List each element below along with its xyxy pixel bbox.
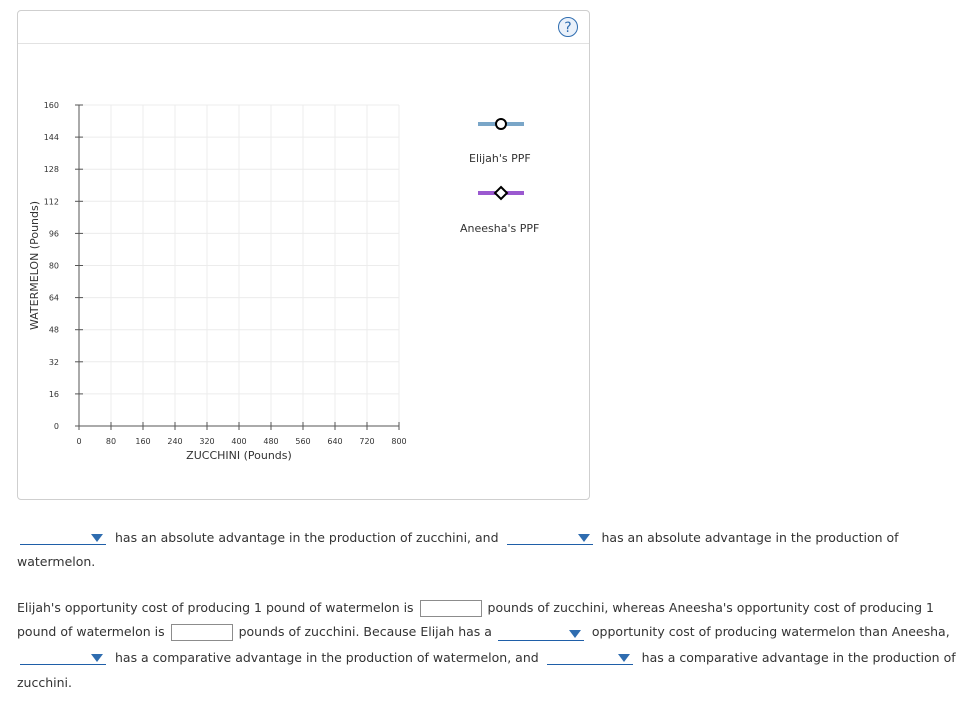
- absolute-advantage-watermelon-dropdown[interactable]: [507, 530, 593, 545]
- p2-text-d: pounds of zucchini. Because Elijah has a: [238, 624, 492, 639]
- x-tick-label: 80: [105, 437, 117, 446]
- p1-text-b: has an absolute advantage in the production of: [601, 530, 899, 545]
- p2-text-g: has a comparative advantage in the production of: [641, 650, 956, 665]
- chevron-down-icon: [578, 534, 590, 542]
- comparative-advantage-zucchini-dropdown[interactable]: [547, 650, 633, 665]
- y-tick-label: 0: [53, 422, 59, 431]
- elijah-opportunity-cost-input[interactable]: [420, 600, 482, 617]
- legend-label-elijah: Elijah's PPF: [469, 152, 531, 165]
- x-axis-label: ZUCCHINI (Pounds): [186, 449, 292, 462]
- x-tick-label: 800: [391, 437, 407, 446]
- y-tick-label: 80: [48, 261, 59, 271]
- p2-text-c: pound of watermelon is: [17, 624, 165, 639]
- y-tick-label: 112: [43, 197, 59, 207]
- y-tick-label: 48: [48, 325, 59, 335]
- chevron-down-icon: [91, 534, 103, 542]
- x-tick-label: 560: [295, 437, 311, 446]
- ppf-chart[interactable]: [18, 11, 589, 499]
- y-tick-label: 96: [48, 229, 59, 239]
- y-tick-label: 16: [48, 389, 59, 399]
- p1-text-a: has an absolute advantage in the production of zucchini, and: [114, 530, 499, 545]
- x-tick-label: 480: [263, 437, 279, 446]
- chevron-down-icon: [569, 630, 581, 638]
- x-tick-label: 0: [76, 437, 82, 446]
- p2-text-a: Elijah's opportunity cost of producing 1 pound of watermelon is: [17, 600, 414, 615]
- graph-panel: [17, 10, 590, 500]
- x-tick-label: 400: [231, 437, 247, 446]
- x-tick-label: 320: [199, 437, 215, 446]
- y-tick-label: 144: [43, 133, 59, 143]
- paragraph2-line2: [17, 624, 950, 641]
- absolute-advantage-zucchini-dropdown[interactable]: [20, 530, 106, 545]
- x-tick-label: 640: [327, 437, 343, 446]
- diamond-marker-icon: [495, 187, 507, 199]
- chevron-down-icon: [618, 654, 630, 662]
- higher-lower-dropdown[interactable]: [498, 626, 584, 641]
- aneesha-opportunity-cost-input[interactable]: [171, 624, 233, 641]
- p2-text-f: has a comparative advantage in the production of watermelon, and: [114, 650, 539, 665]
- p2-text-e: opportunity cost of producing watermelon than Aneesha,: [591, 624, 950, 639]
- comparative-advantage-watermelon-dropdown[interactable]: [20, 650, 106, 665]
- p2-text-b: pounds of zucchini, whereas Aneesha's opportunity cost of producing 1: [487, 600, 934, 615]
- y-tick-label: 32: [48, 357, 59, 367]
- chevron-down-icon: [91, 654, 103, 662]
- x-tick-label: 160: [135, 437, 151, 446]
- paragraph2-line3: [20, 650, 956, 665]
- y-tick-label: 64: [48, 293, 59, 303]
- help-icon[interactable]: ?: [558, 17, 578, 37]
- x-tick-label: 720: [359, 437, 375, 446]
- p2-text-h: zucchini.: [17, 675, 72, 690]
- y-tick-label: 160: [43, 101, 59, 110]
- legend-label-aneesha: Aneesha's PPF: [460, 222, 540, 235]
- paragraph1-line1: [20, 530, 899, 545]
- x-tick-label: 240: [167, 437, 183, 446]
- y-axis-label: WATERMELON (Pounds): [28, 200, 41, 331]
- p1-text-c: watermelon.: [17, 554, 96, 569]
- y-tick-label: 128: [43, 165, 59, 175]
- paragraph2-line1: [17, 600, 934, 617]
- circle-marker-icon: [496, 119, 506, 129]
